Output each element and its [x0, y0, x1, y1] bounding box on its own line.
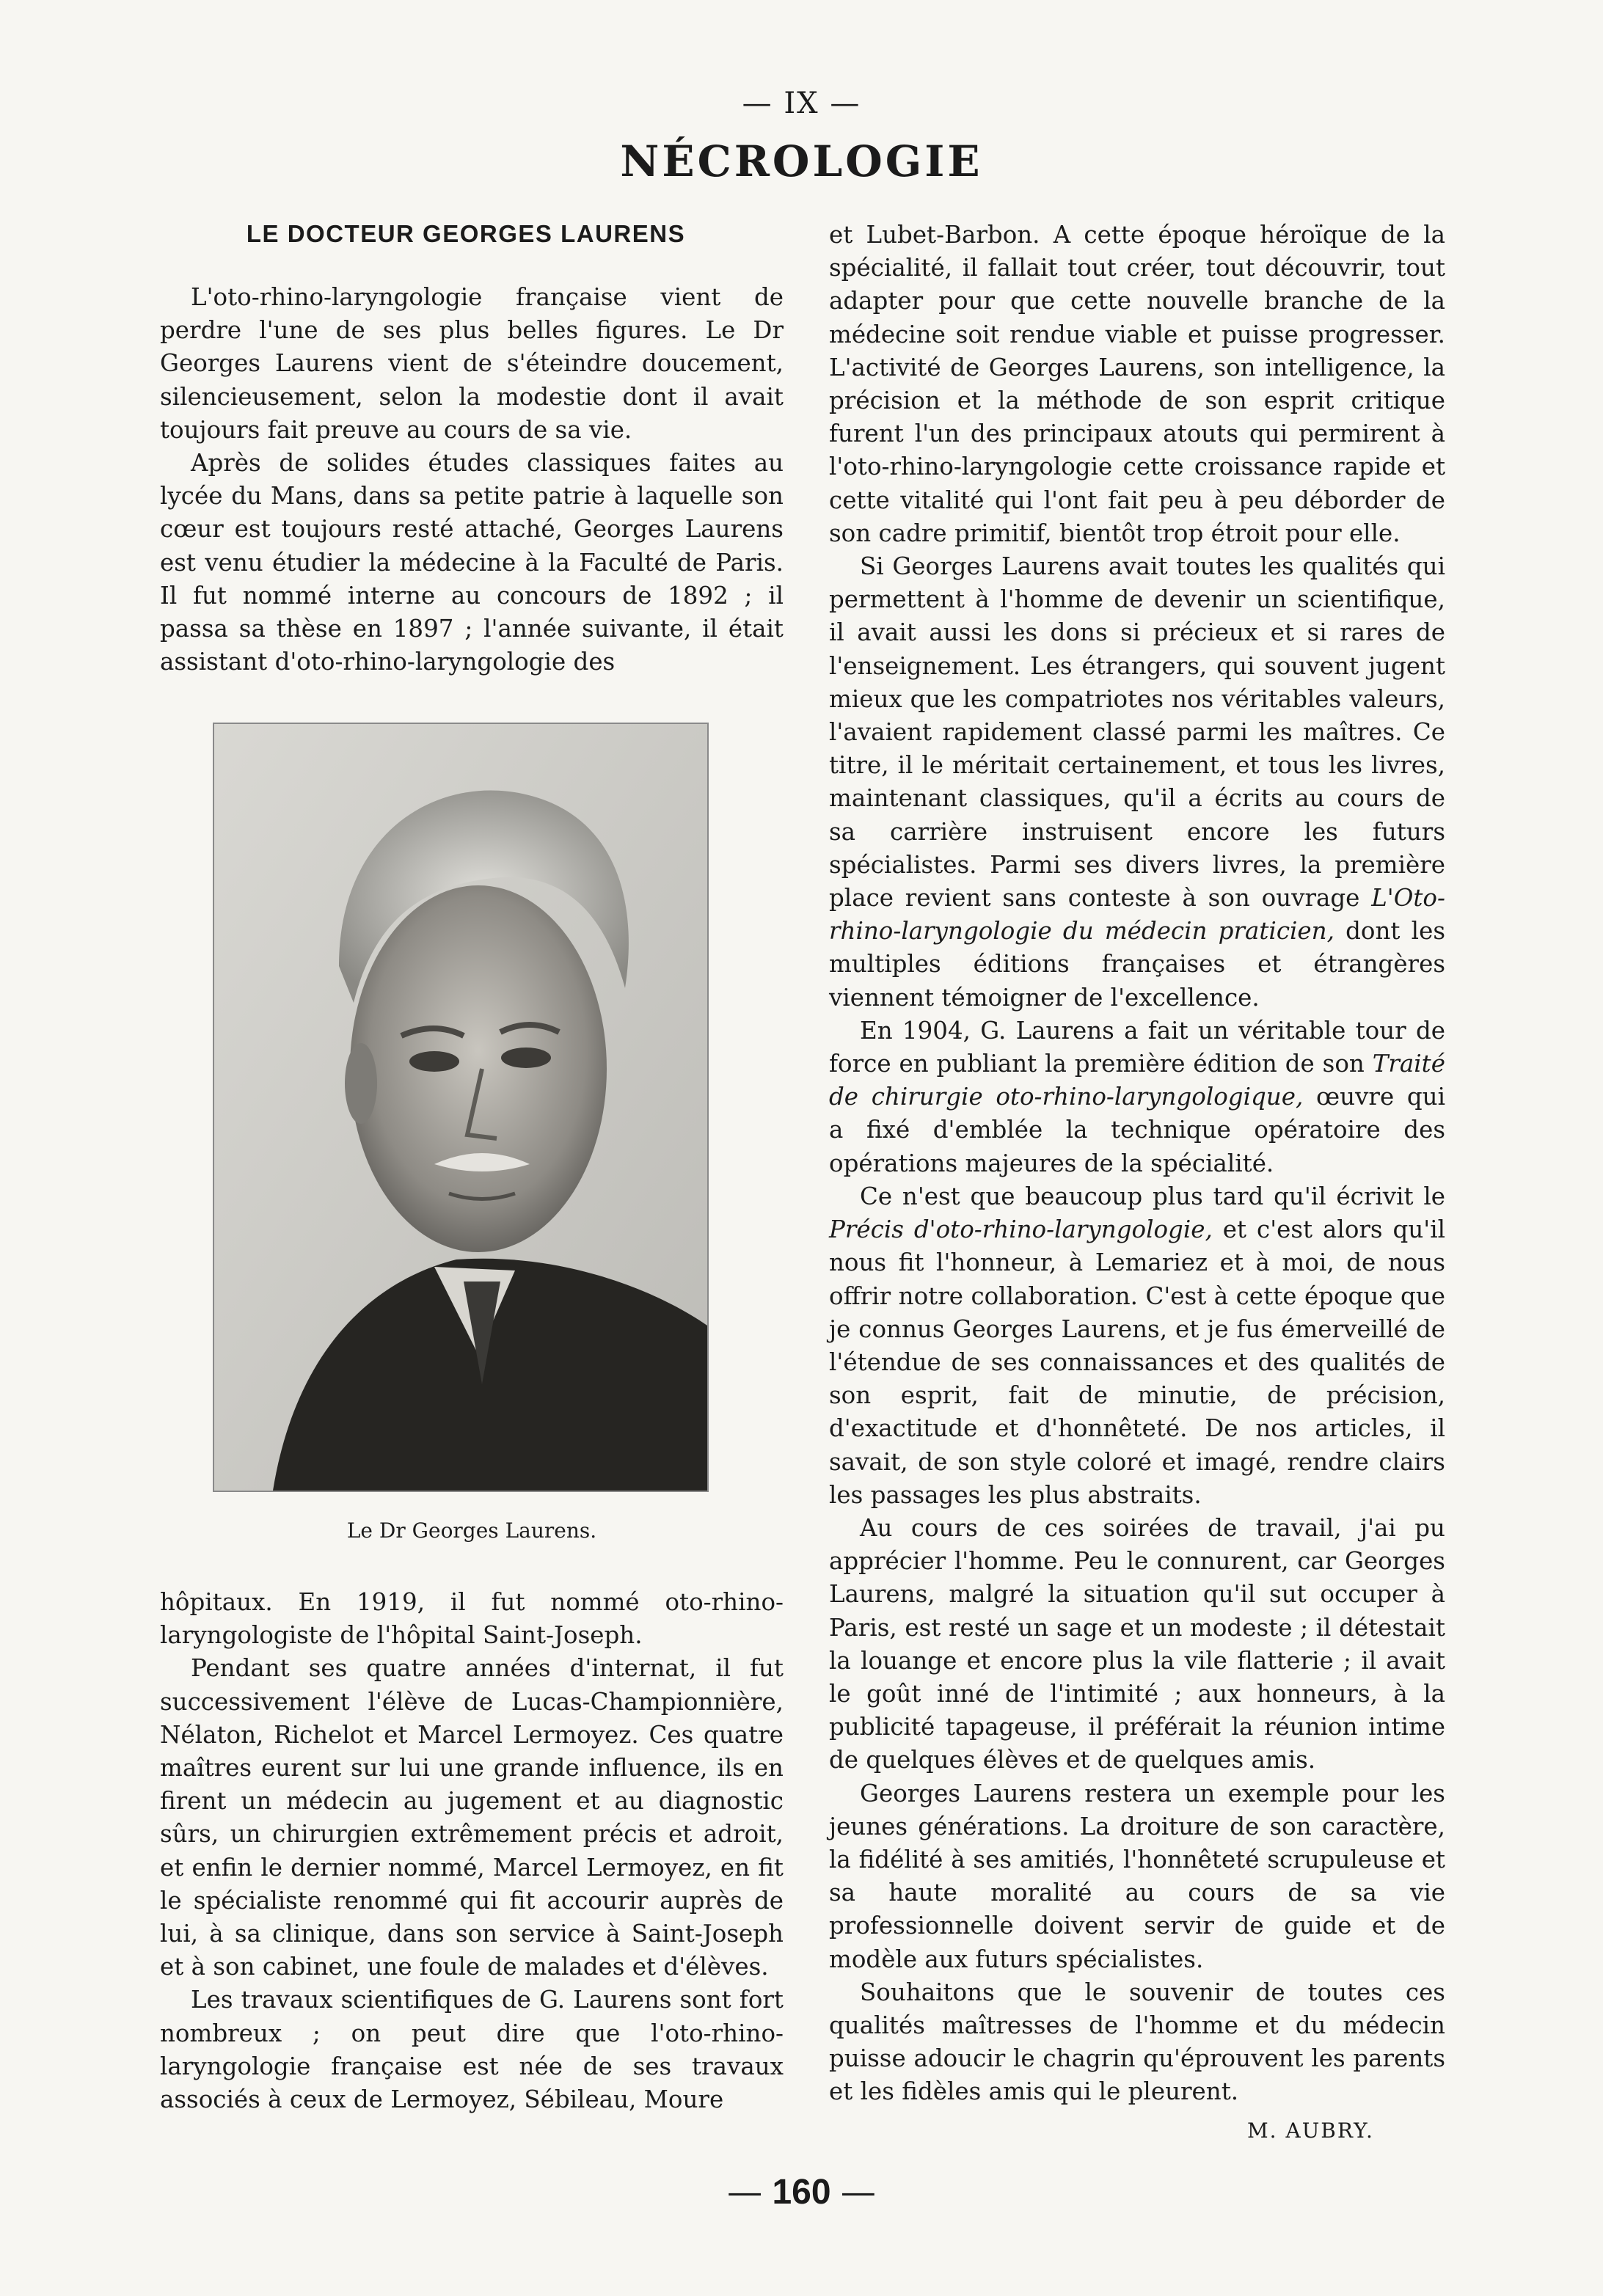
photo-caption: Le Dr Georges Laurens. — [346, 1518, 597, 1543]
left-column-bottom — [160, 1586, 784, 2116]
paragraph-text: Si Georges Laurens avait toutes les qualités qui permettent à l'homme de devenir un scientifique, il avait aussi les dons si précieux et si rares de l'enseignement. Les étrangers, qui souvent jugent mieux que les compatriotes nos véritables valeurs, l'avaient rapidement classé parmi les maîtres. Ce titre, il le méritait certainement, et tous les livres, maintenant classiques, qu'il a écrits au cours de sa carrière instruisent encore les futurs spécialistes. Parmi ses divers livres, la première place revient sans conteste à son ouvrage — [829, 552, 1445, 913]
book-title: L'Oto-rhino-laryngologie du médecin praticien, — [829, 884, 1445, 946]
paragraph: L'oto-rhino-laryngologie française vient de perdre l'une de ses plus belles figures. Le Dr Georges Laurens vient de s'éteindre doucement, silencieusement, selon la modestie dont il avait toujours fait preuve au cours de sa vie. — [160, 283, 784, 444]
paragraph-text: Ce n'est que beaucoup plus tard qu'il écrivit le — [860, 1182, 1445, 1210]
right-column — [829, 219, 1445, 2109]
paragraph: Les travaux scientifiques de G. Laurens sont fort nombreux ; on peut dire que l'oto-rhino-laryngologie française est née de ses travaux associés à ceux de Lermoyez, Sébileau, Moure — [160, 1986, 784, 2114]
paragraph: Georges Laurens restera un exemple pour les jeunes générations. La droiture de son caractère, la fidélité à ses amitiés, l'honnêteté scrupuleuse et sa haute moralité au cours de sa vie professionnelle doivent servir de guide et de modèle aux futurs spécialistes. — [829, 1779, 1445, 1973]
book-title: Précis d'oto-rhino-laryngologie, — [829, 1215, 1213, 1244]
paragraph-text: œuvre qui a fixé d'emblée la technique opératoire des opérations majeures de la spécialité. — [829, 1083, 1445, 1177]
paragraph-text: En 1904, G. Laurens a fait un véritable tour de force en publiant la première édition de son — [829, 1016, 1445, 1078]
folio-dash: — — [840, 2171, 876, 2212]
paragraph: Après de solides études classiques faites au lycée du Mans, dans sa petite patrie à laquelle son cœur est toujours resté attaché, Georges Laurens est venu étudier la médecine à la Faculté de Paris. Il fut nommé interne au concours de 1892 ; il passa sa thèse en 1897 ; l'année suivante, il était assistant d'oto-rhino-laryngologie des — [160, 449, 784, 676]
roman-page-numeral: — IX — — [742, 87, 861, 120]
paragraph-text: et c'est alors qu'il nous fit l'honneur, à Lemariez et à moi, de nous offrir notre collaboration. C'est à cette époque que je connus Georges Laurens, et je fus émerveillé de l'étendue de ses connaissances et des qualités de son esprit, fait de minutie, de précision, d'exactitude et d'honnêteté. De nos articles, il savait, de son style coloré et imagé, rendre clairs les passages les plus abstraits. — [829, 1215, 1445, 1509]
portrait-illustration — [214, 724, 707, 1491]
paragraph: et Lubet-Barbon. A cette époque héroïque de la spécialité, il fallait tout créer, tout découvrir, tout adapter pour que cette nouvelle branche de la médecine soit rendue viable et puisse progresser. L'activité de Georges Laurens, son intelligence, la précision et la méthode de son esprit critique furent l'un des principaux atouts qui permirent à l'oto-rhino-laryngologie cette croissance rapide et cette vitalité qui l'ont fait peu à peu déborder de son cadre primitif, bientôt trop étroit pour elle. — [829, 221, 1445, 547]
section-title: NÉCROLOGIE — [620, 136, 983, 186]
portrait-photo — [213, 723, 709, 1492]
paragraph — [829, 550, 1445, 1014]
paragraph — [829, 1180, 1445, 1512]
paragraph: Souhaitons que le souvenir de toutes ces qualités maîtresses de l'homme et du médecin puisse adoucir le chagrin qu'éprouvent les parents et les fidèles amis qui le pleurent. — [829, 1978, 1445, 2106]
page-number — [0, 2171, 1603, 2212]
book-title: Traité de chirurgie oto-rhino-laryngologique, — [829, 1050, 1445, 1111]
page-number-value: 160 — [772, 2173, 831, 2212]
paragraph: Au cours de ces soirées de travail, j'ai pu apprécier l'homme. Peu le connurent, car Georges Laurens, malgré la situation qu'il sut occuper à Paris, est resté un sage et un modeste ; il détestait la louange et encore plus la vile flatterie ; il avait le goût inné de l'intimité ; aux honneurs, à la publicité tapageuse, il préférait la réunion intime de quelques élèves et de quelques amis. — [829, 1513, 1445, 1774]
paragraph: hôpitaux. En 1919, il fut nommé oto-rhino-laryngologiste de l'hôpital Saint-Joseph. — [160, 1588, 784, 1650]
author-signature: M. AUBRY. — [1247, 2118, 1374, 2143]
paragraph: Pendant ses quatre années d'internat, il fut successivement l'élève de Lucas-Championnière, Nélaton, Richelot et Marcel Lermoyez. Ces quatre maîtres eurent sur lui une grande influence, ils en firent un médecin au jugement et au diagnostic sûrs, un chirurgien extrêmement précis et adroit, et enfin le dernier nommé, Marcel Lermoyez, en fit le spécialiste renommé qui fit accourir auprès de lui, à sa clinique, dans son service à Saint-Joseph et à son cabinet, une foule de malades et d'élèves. — [160, 1654, 784, 1981]
article-heading: LE DOCTEUR GEORGES LAURENS — [246, 220, 686, 247]
paragraph-text: dont les multiples éditions françaises et étrangères viennent témoigner de l'excellence. — [829, 917, 1445, 1012]
paragraph — [829, 1014, 1445, 1180]
left-column-top — [160, 281, 784, 679]
folio-dash: — — [727, 2171, 763, 2212]
